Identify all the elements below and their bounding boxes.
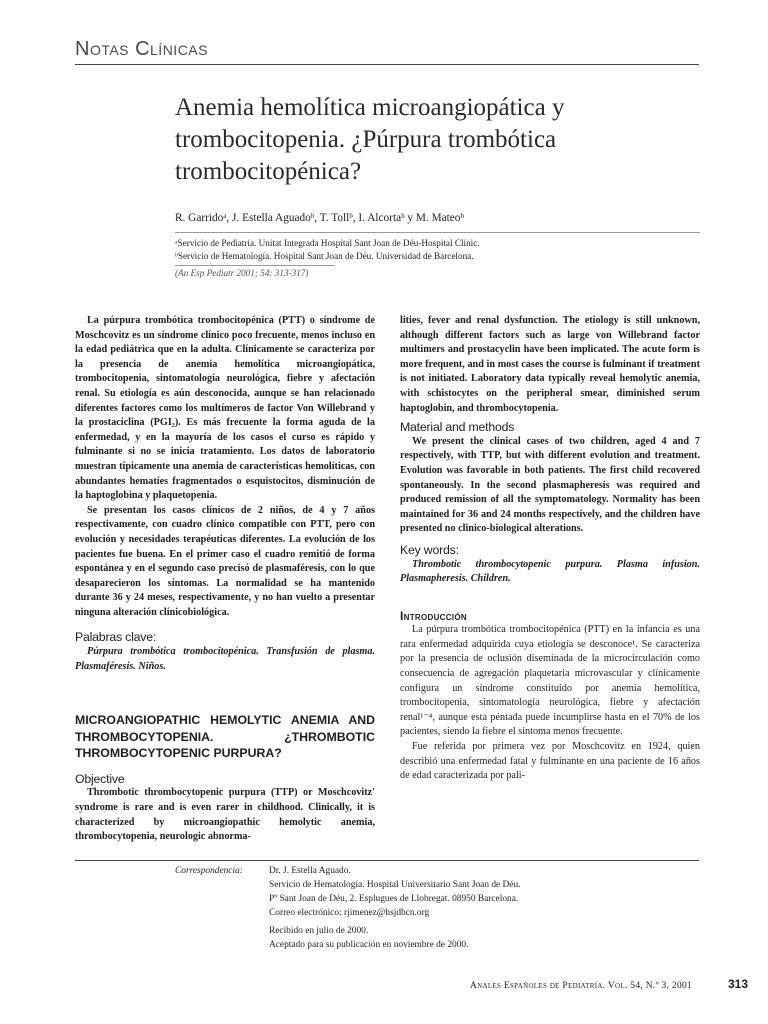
correspondence-line: Servicio de Hematología. Hospital Universitario Sant Joan de Déu. (269, 880, 521, 890)
abstract-es-paragraph: Se presentan los casos clínicos de 2 niños, de 4 y 7 años respectivamente, con cuadro clínico compatible con PTT, pero con evolución y necesidades terapéuticas diferentes. La evolución de los pacientes fue buena. En el primer caso el cuadro remitió de forma espontánea y en el segundo caso precisó de plasmaféresis, con lo que desaparecieron los síntomas. La normalidad se ha mantenido durante 36 y 24 meses, respectivamente, y no han vuelto a presentar ninguna alteración clínicobiológica. (75, 504, 375, 618)
keywords-es: Púrpura trombótica trombocitopénica. Transfusión de plasma. Plasmaféresis. Niños. (75, 646, 375, 672)
objective-text-continued: lities, fever and renal dysfunction. The etiology is still unknown, although different factors such as large von Willebrand factor multimers and prostacyclin have been implicated. The acute form is more frequent, and in most cases the course is fulminant if treatment is not initiated. Laboratory data typically reveal hemolytic anemia, with schistocytes on the peripheral smear, diminished serum haptoglobin, and thrombocytopenia. (400, 315, 700, 414)
citation: (An Esp Pediatr 2001; 54: 313-317) (175, 268, 309, 278)
author-list: R. Garridoᵃ, J. Estella Aguadoᵇ, T. Tollᵇ, I. Alcortaᵇ y M. Mateoᵇ (175, 212, 464, 224)
correspondence-line: Pº Sant Joan de Déu, 2. Esplugues de Llobregat. 08950 Barcelona. (269, 894, 519, 904)
section-header: Notas Clínicas (75, 38, 208, 60)
journal-footer: Anales Españoles de Pediatría. Vol. 54, N.º 3, 2001 (470, 981, 693, 991)
received-date: Recibido en julio de 2000. (269, 926, 369, 936)
english-title: MICROANGIOPATHIC HEMOLYTIC ANEMIA AND THROMBOCYTOPENIA. ¿THROMBOTIC THROMBOCYTOPENIC PURPURA? (75, 713, 375, 761)
objective-text: Thrombotic thrombocytopenic purpura (TTP) or Moschcovitz' syndrome is rare and is even rarer in childhood. Clinically, it is characterized by microangiopathic hemolytic anemia, thrombocytopenia, neurologic abnorma- (75, 787, 375, 843)
introduccion-paragraph: Fue referida por primera vez por Moschcovitz en 1924, quien describió una enfermedad fatal y fulminante en una paciente de 16 años de edad caracterizada por pali- (400, 741, 700, 782)
objective-heading: Objective (75, 771, 125, 786)
affiliation-rule (175, 232, 700, 233)
keywords-en: Thrombotic thrombocytopenic purpura. Plasma infusion. Plasmapheresis. Children. (400, 558, 700, 585)
article-title: Anemia hemolítica microangiopática y trombocitopenia. ¿Púrpura trombótica trombocitopénica? (175, 94, 565, 185)
left-column (75, 314, 375, 845)
footer-rule (75, 860, 699, 861)
introduccion-heading: Introducción (400, 608, 467, 623)
right-column (400, 314, 700, 784)
page-number: 313 (728, 977, 749, 991)
methods-heading: Material and methods (400, 420, 515, 435)
affiliations (175, 237, 700, 263)
correspondence-lines (269, 864, 689, 920)
accepted-date: Aceptado para su publicación en noviembre de 2000. (269, 940, 469, 950)
keywords-en-heading: Key words: (400, 542, 459, 557)
keywords-es-heading: Palabras clave: (75, 630, 157, 645)
introduccion-paragraph: La púrpura trombótica trombocitopénica (PTT) en la infancia es una rara enfermedad adquirida cuya etiología se desconoce¹. Se caracteriza por la presencia de oclusión diseminada de la microcirculación como consecuencia de agregación plaquetaria microvascular y clínicamente configura un síndrome constituido por anemia hemolítica, trombocitopenia, sintomatología neurológica, fiebre y afectación renal¹⁻⁴, aunque esta péntada puede incumplirse hasta en el 70% de los pacientes, siendo la fiebre el síntoma menos frecuente. (400, 624, 700, 738)
correspondence-email: Correo electrónico: rjimenez@hsjdbcn.org (269, 908, 430, 918)
affiliation-b: ᵇServicio de Hematología. Hospital Sant Joan de Déu. Universidad de Barcelona. (175, 251, 474, 261)
correspondence-label: Correspondencia: (175, 866, 243, 876)
methods-text: We present the clinical cases of two children, aged 4 and 7 respectively, with TTP, but with different evolution and treatment. Evolution was favorable in both patients. The first child recovered spontaneously. In the second plasmapheresis was required and produced remission of all the symptomatology. Normality has been maintained for 36 and 24 months respectively, and the children have presented no clinico-biological alterations. (400, 435, 700, 535)
citation-rule (175, 265, 335, 266)
correspondence-line: Dr. J. Estella Aguado. (269, 866, 351, 876)
affiliation-a: ᵃServicio de Pediatría. Unitat Integrada Hospital Sant Joan de Déu-Hospital Clínic. (175, 238, 480, 248)
header-rule (75, 64, 699, 65)
abstract-es-paragraph: La púrpura trombótica trombocitopénica (PTT) o síndrome de Moschcovitz es un síndrome clínico poco frecuente, menos incluso en la edad pediátrica que en la adulta. Clínicamente se caracteriza por la presencia de anemia hemolítica microangiopática, trombocitopenia, sintomatología neurológica, fiebre y afectación renal. Su etiología es aún desconocida, aunque se han relacionado diferentes factores como los multímeros de factor Von Willebrand y la prostaciclina (PGI₂). Es más frecuente la forma aguda de la enfermedad, y en la mayoría de los casos el curso es rápido y fulminante si no se inicia tratamiento. Los datos de laboratorio muestran típicamente una anemia de características hemolíticas, con abundantes hematíes fragmentados o esquistocitos, disminución de la haptoglobina y plaquetopenia. (75, 315, 375, 502)
received-dates (269, 924, 468, 952)
